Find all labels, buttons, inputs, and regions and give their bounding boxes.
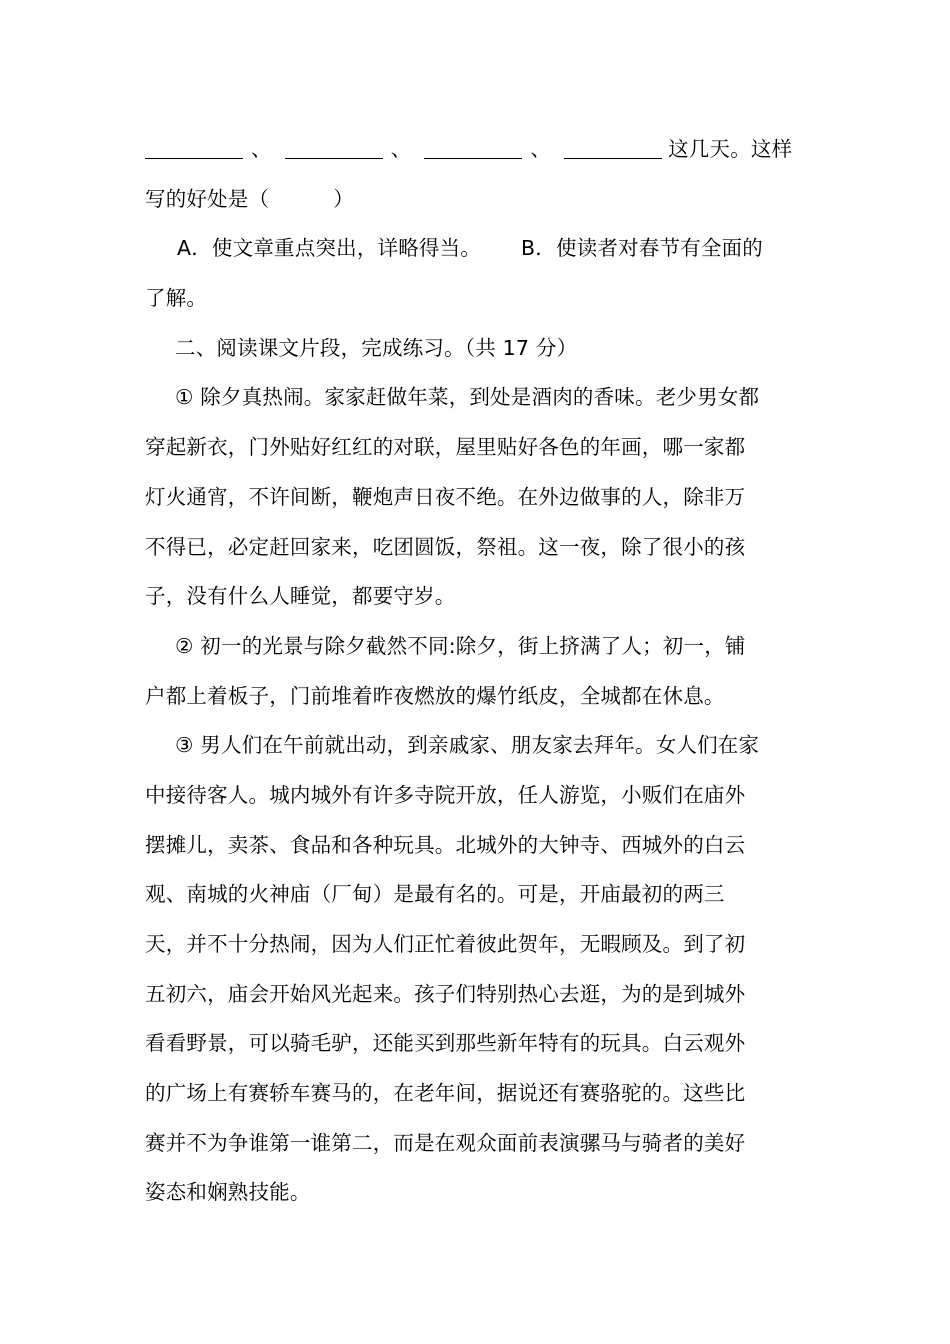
text-line: 不得已，必定赶回家来，吃团圆饭，祭祖。这一夜，除了很小的孩 [145,534,746,559]
text-line: 户都上着板子，门前堆着昨夜燃放的爆竹纸皮，全城都在休息。 [145,683,725,708]
text-line: ① 除夕真热闹。家家赶做年菜，到处是酒肉的香味。老少男女都 [175,385,760,410]
question-suffix: ） [333,186,354,211]
answer-blank-3[interactable] [424,136,522,159]
fill-blank-line [145,125,807,175]
option-b: B．使读者对春节有全面的 [521,236,763,261]
text-line: 的广场上有赛轿车赛马的，在老年间，据说还有赛骆驼的。这些比 [145,1081,746,1106]
question-prefix: 写的好处是（ [145,186,270,211]
paragraph-1 [145,373,807,621]
option-a: A．使文章重点突出，详略得当。 [177,236,482,261]
text-line: 五初六，庙会开始风光起来。孩子们特别热心去逛，为的是到城外 [145,981,746,1006]
text-line: 灯火通宵，不许间断，鞭炮声日夜不绝。在外边做事的人，除非万 [145,484,746,509]
question-text-tail: 这几天。这样 [668,137,793,161]
answer-blank-2[interactable] [285,136,383,159]
text-line: 姿态和娴熟技能。 [145,1180,311,1205]
text-line: 天，并不十分热闹，因为人们正忙着彼此贺年，无暇顾及。到了初 [145,932,746,956]
text-line: ③ 男人们在午前就出动，到亲戚家、朋友家去拜年。女人们在家 [175,733,760,758]
options-line [145,224,807,274]
text-line: 子，没有什么人睡觉，都要守岁。 [145,584,456,609]
answer-blank-1[interactable] [145,136,243,159]
paragraph-2 [145,622,807,721]
option-b-continuation: 了解。 [145,286,208,311]
text-line: 观、南城的火神庙（厂甸）是最有名的。可是，开庙最初的两三 [145,882,725,907]
paragraph-3 [145,721,807,1218]
text-line: 赛并不为争谁第一谁第二，而是在观众面前表演骡马与骑者的美好 [145,1130,746,1155]
document-page [145,125,807,1218]
text-line: ② 初一的光景与除夕截然不同:除夕，街上挤满了人；初一，铺 [175,633,746,658]
text-line: 穿起新衣，门外贴好红红的对联，屋里贴好各色的年画，哪一家都 [145,435,746,460]
answer-blank-4[interactable] [564,136,662,159]
section-heading: 二、阅读课文片段，完成练习。（共 17 分） [175,335,578,360]
separator: 、 [390,137,412,161]
separator: 、 [530,137,552,161]
separator: 、 [251,137,272,161]
text-line: 摆摊儿，卖茶、食品和各种玩具。北城外的大钟寺、西城外的白云 [145,832,746,857]
text-line: 中接待客人。城内城外有许多寺院开放，任人游览，小贩们在庙外 [145,782,746,807]
question-line [145,175,807,225]
text-line: 看看野景，可以骑毛驴，还能买到那些新年特有的玩具。白云观外 [145,1031,746,1056]
